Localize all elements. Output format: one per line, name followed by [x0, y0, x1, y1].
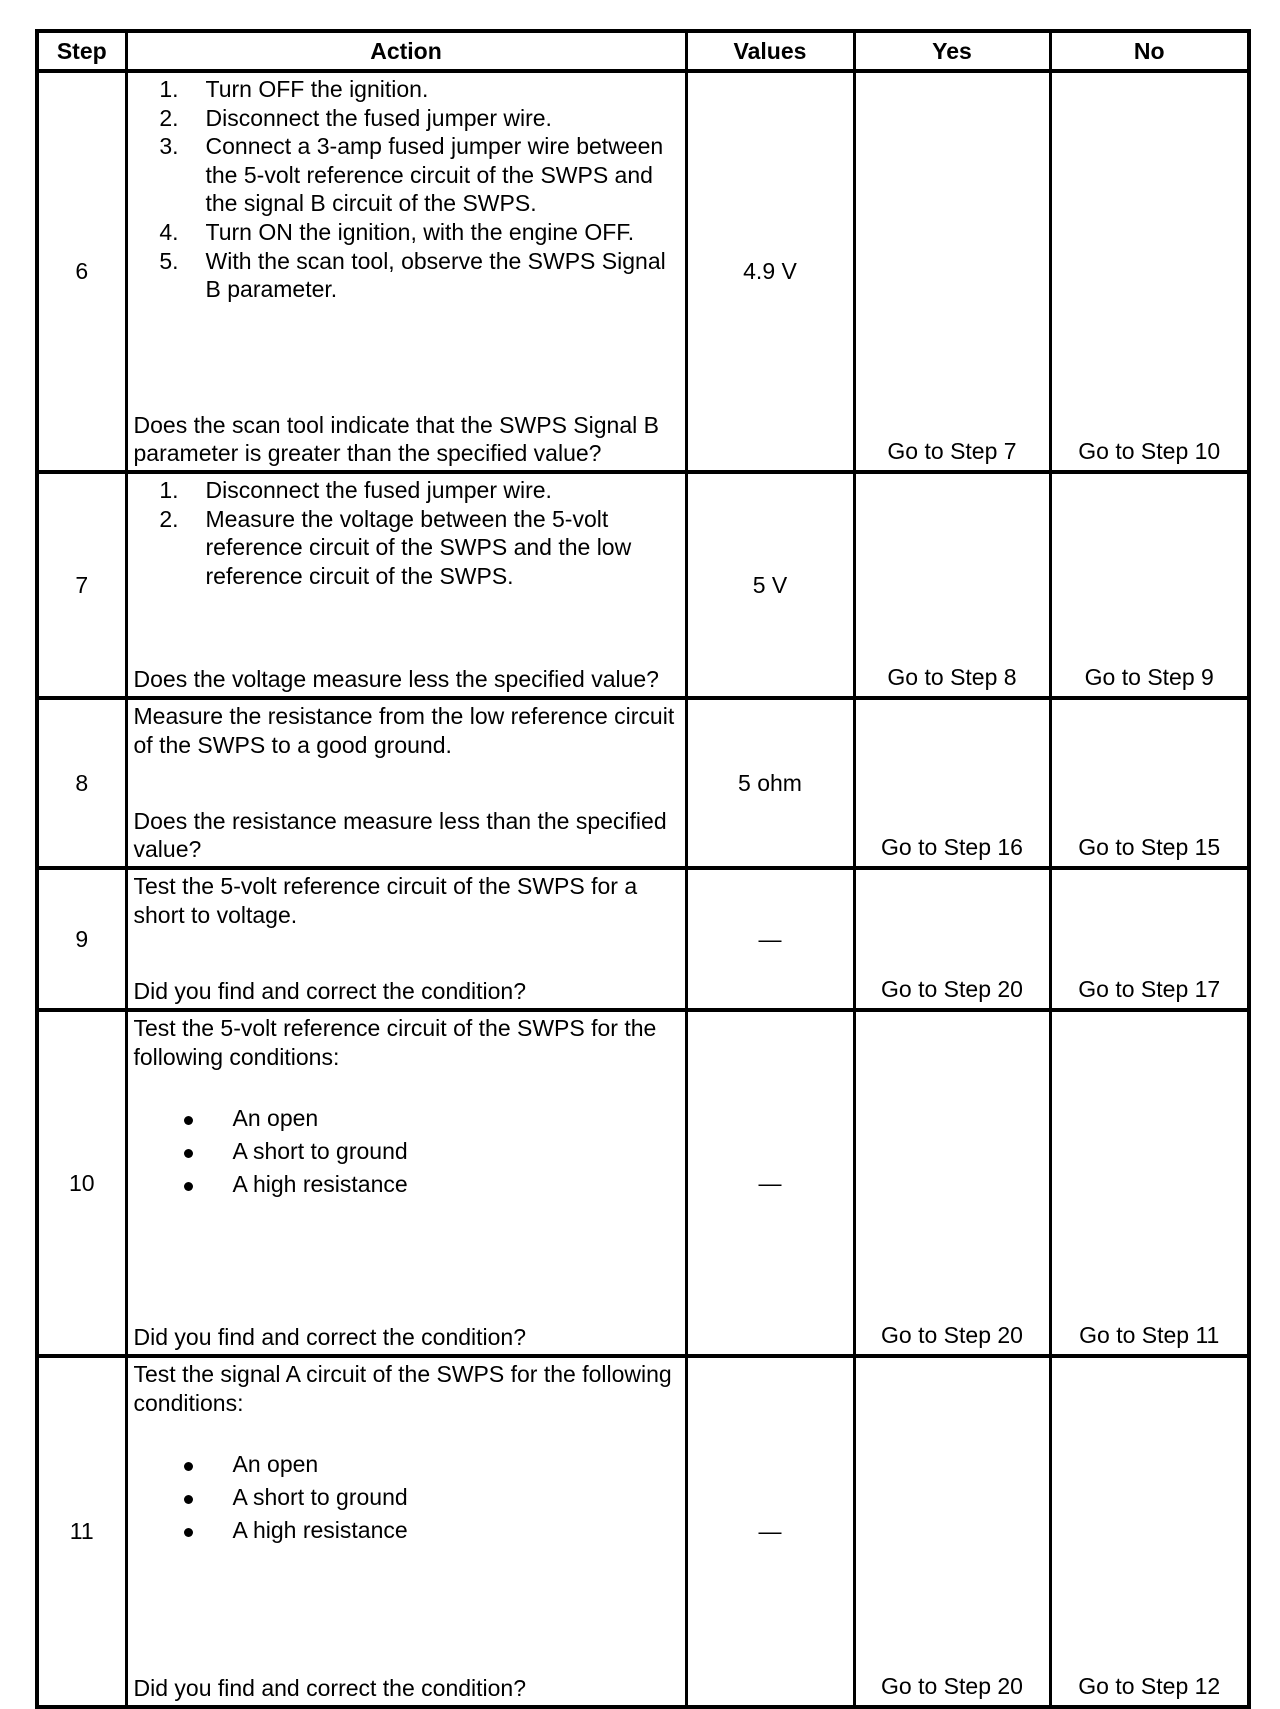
- step-text: Turn OFF the ignition.: [205, 76, 429, 102]
- header-row: [37, 31, 1249, 71]
- step-text: With the scan tool, observe the SWPS Signal B parameter.: [205, 247, 666, 303]
- yes-cell: Go to Step 20: [854, 868, 1050, 1010]
- bullet-icon: [134, 1168, 233, 1201]
- list-item: [134, 218, 679, 247]
- action-question: Does the resistance measure less than the specified value?: [133, 807, 667, 863]
- table-row: [37, 472, 1249, 698]
- value-cell: 5 V: [686, 472, 854, 698]
- action-cell: [126, 1010, 686, 1356]
- action-question: Did you find and correct the condition?: [133, 1675, 527, 1702]
- action-cell: [126, 1356, 686, 1707]
- step-cell: 7: [37, 472, 126, 698]
- condition-text: An open: [232, 1451, 319, 1478]
- condition-list: [134, 1448, 679, 1547]
- condition-text: A short to ground: [232, 1484, 408, 1511]
- bullet-icon: [134, 1514, 233, 1547]
- no-cell: Go to Step 12: [1050, 1356, 1249, 1707]
- step-cell: 9: [37, 868, 126, 1010]
- step-cell: 8: [37, 698, 126, 868]
- condition-text: An open: [232, 1105, 319, 1132]
- list-item: [134, 75, 679, 104]
- action-text: Measure the resistance from the low reference circuit of the SWPS to a good ground.: [133, 703, 675, 758]
- yes-cell: Go to Step 16: [854, 698, 1050, 868]
- step-text: Measure the voltage between the 5-volt reference circuit of the SWPS and the low reference circuit of the SWPS.: [205, 505, 632, 589]
- step-number: 2.: [159, 505, 179, 532]
- action-question: Does the voltage measure less the specified value?: [133, 666, 659, 693]
- no-cell: Go to Step 17: [1050, 868, 1249, 1010]
- list-item: [134, 505, 679, 591]
- step-number: 5.: [159, 247, 179, 274]
- table-row: [37, 698, 1249, 868]
- numbered-steps: [134, 75, 679, 304]
- yes-cell: Go to Step 8: [854, 472, 1050, 698]
- value-cell: —: [686, 868, 854, 1010]
- bullet-icon: [134, 1481, 233, 1514]
- bullet-icon: [134, 1448, 233, 1481]
- list-item: [134, 1102, 679, 1135]
- header-step: Step: [37, 31, 126, 71]
- value-cell: 5 ohm: [686, 698, 854, 868]
- condition-list: [134, 1102, 679, 1201]
- table-row: [37, 868, 1249, 1010]
- action-cell: [126, 868, 686, 1010]
- list-item: [134, 1448, 679, 1481]
- yes-cell: Go to Step 20: [854, 1356, 1050, 1707]
- action-text: Test the 5-volt reference circuit of the SWPS for a short to voltage.: [133, 873, 638, 928]
- no-cell: Go to Step 15: [1050, 698, 1249, 868]
- condition-text: A high resistance: [232, 1171, 408, 1198]
- list-item: [134, 104, 679, 133]
- condition-text: A high resistance: [232, 1517, 408, 1544]
- step-number: 3.: [159, 133, 179, 160]
- list-item: [134, 247, 679, 304]
- action-text: Test the signal A circuit of the SWPS for the following conditions:: [133, 1361, 672, 1416]
- header-action: Action: [126, 31, 686, 71]
- list-item: [134, 1135, 679, 1168]
- no-cell: Go to Step 9: [1050, 472, 1249, 698]
- action-cell: [126, 472, 686, 698]
- table-row: [37, 71, 1249, 472]
- list-item: [134, 1481, 679, 1514]
- action-cell: [126, 698, 686, 868]
- table-row: [37, 1356, 1249, 1707]
- diagnostic-table: [35, 29, 1251, 1709]
- value-cell: —: [686, 1010, 854, 1356]
- list-item: [134, 132, 679, 218]
- step-number: 2.: [159, 104, 179, 131]
- step-text: Connect a 3-amp fused jumper wire between the 5-volt reference circuit of the SWPS and the signal B circuit of the SWPS.: [205, 133, 664, 217]
- value-cell: 4.9 V: [686, 71, 854, 472]
- step-cell: 10: [37, 1010, 126, 1356]
- bullet-icon: [134, 1102, 233, 1135]
- step-number: 4.: [159, 218, 179, 245]
- action-cell: [126, 71, 686, 472]
- step-text: Turn ON the ignition, with the engine OFF.: [205, 218, 635, 245]
- header-no: No: [1050, 31, 1249, 71]
- table-row: [37, 1010, 1249, 1356]
- list-item: [134, 1168, 679, 1201]
- value-cell: —: [686, 1356, 854, 1707]
- step-number: 1.: [159, 76, 179, 102]
- no-cell: Go to Step 10: [1050, 71, 1249, 472]
- step-cell: 11: [37, 1356, 126, 1707]
- action-question: Did you find and correct the condition?: [133, 1324, 527, 1351]
- no-cell: Go to Step 11: [1050, 1010, 1249, 1356]
- yes-cell: Go to Step 7: [854, 71, 1050, 472]
- step-text: Disconnect the fused jumper wire.: [205, 104, 552, 131]
- condition-text: A short to ground: [232, 1138, 408, 1165]
- action-question: Did you find and correct the condition?: [133, 978, 527, 1005]
- numbered-steps: [134, 476, 679, 590]
- list-item: [134, 476, 679, 505]
- yes-cell: Go to Step 20: [854, 1010, 1050, 1356]
- action-question: Does the scan tool indicate that the SWPS Signal B parameter is greater than the specified value?: [133, 411, 659, 467]
- step-number: 1.: [159, 477, 179, 503]
- header-yes: Yes: [854, 31, 1050, 71]
- action-text: Test the 5-volt reference circuit of the SWPS for the following conditions:: [133, 1015, 657, 1070]
- step-text: Disconnect the fused jumper wire.: [205, 477, 552, 503]
- header-values: Values: [686, 31, 854, 71]
- step-cell: 6: [37, 71, 126, 472]
- list-item: [134, 1514, 679, 1547]
- bullet-icon: [134, 1135, 233, 1168]
